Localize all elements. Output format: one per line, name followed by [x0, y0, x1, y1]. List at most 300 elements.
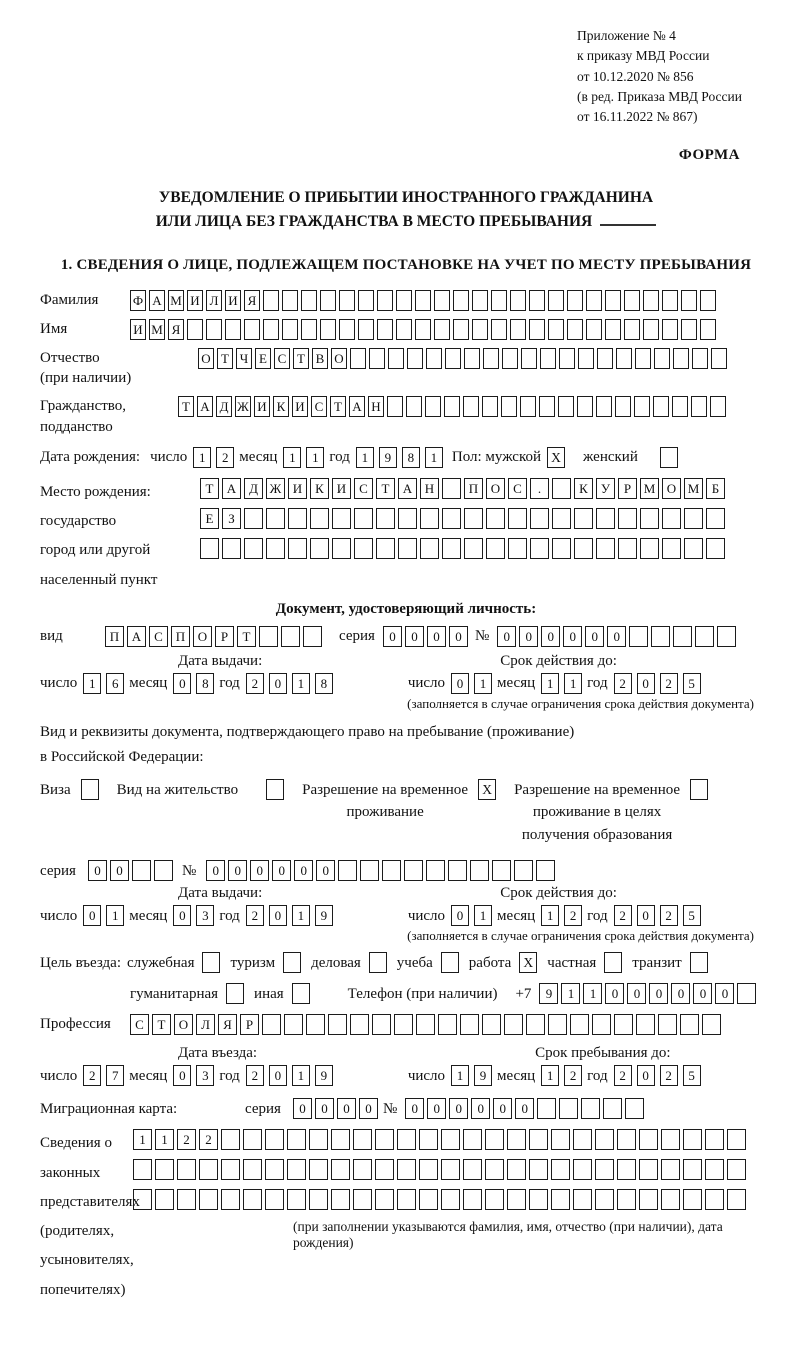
char-cell[interactable]: 0 [693, 983, 712, 1004]
char-cell[interactable] [415, 319, 431, 340]
char-cell[interactable] [310, 538, 329, 559]
char-cell[interactable]: 0 [173, 673, 191, 694]
char-cell[interactable] [463, 1129, 482, 1150]
char-cell[interactable]: Л [196, 1014, 215, 1035]
char-cell[interactable] [705, 1189, 724, 1210]
char-cell[interactable] [262, 1014, 281, 1035]
char-cell[interactable] [603, 1098, 622, 1119]
char-cell[interactable] [243, 1159, 262, 1180]
char-cell[interactable]: 0 [110, 860, 129, 881]
char-cell[interactable] [706, 508, 725, 529]
char-cell[interactable] [331, 1159, 350, 1180]
char-cell[interactable]: И [332, 478, 351, 499]
char-cell[interactable] [552, 508, 571, 529]
char-cell[interactable]: 1 [292, 1065, 310, 1086]
char-cell[interactable] [376, 508, 395, 529]
char-cell[interactable]: З [222, 508, 241, 529]
char-cell[interactable] [332, 538, 351, 559]
char-cell[interactable] [376, 538, 395, 559]
char-cell[interactable]: 0 [272, 860, 291, 881]
char-cell[interactable]: В [312, 348, 328, 369]
char-cell[interactable] [244, 319, 260, 340]
char-cell[interactable] [287, 1129, 306, 1150]
char-cell[interactable] [199, 1189, 218, 1210]
char-cell[interactable] [605, 319, 621, 340]
char-cell[interactable] [377, 290, 393, 311]
char-cell[interactable] [332, 508, 351, 529]
char-cell[interactable]: 9 [315, 1065, 333, 1086]
char-cell[interactable] [301, 290, 317, 311]
char-cell[interactable] [634, 396, 650, 417]
char-cell[interactable] [306, 1014, 325, 1035]
char-cell[interactable] [700, 290, 716, 311]
char-cell[interactable] [673, 626, 692, 647]
char-cell[interactable]: С [354, 478, 373, 499]
char-cell[interactable] [353, 1129, 372, 1150]
char-cell[interactable]: 0 [293, 1098, 312, 1119]
char-cell[interactable] [486, 508, 505, 529]
char-cell[interactable] [187, 319, 203, 340]
char-cell[interactable] [573, 1129, 592, 1150]
char-cell[interactable]: 0 [250, 860, 269, 881]
char-cell[interactable] [463, 396, 479, 417]
char-cell[interactable] [491, 290, 507, 311]
char-cell[interactable] [265, 1189, 284, 1210]
char-cell[interactable]: 1 [583, 983, 602, 1004]
char-cell[interactable]: 0 [607, 626, 626, 647]
char-cell[interactable] [510, 319, 526, 340]
char-cell[interactable] [442, 478, 461, 499]
char-cell[interactable] [635, 348, 651, 369]
char-cell[interactable]: 0 [471, 1098, 490, 1119]
char-cell[interactable] [507, 1129, 526, 1150]
char-cell[interactable]: С [130, 1014, 149, 1035]
char-cell[interactable] [372, 1014, 391, 1035]
char-cell[interactable] [425, 396, 441, 417]
char-cell[interactable] [567, 319, 583, 340]
char-cell[interactable] [482, 396, 498, 417]
char-cell[interactable]: О [662, 478, 681, 499]
char-cell[interactable] [177, 1189, 196, 1210]
char-cell[interactable] [529, 1189, 548, 1210]
char-cell[interactable]: 1 [155, 1129, 174, 1150]
char-cell[interactable] [530, 508, 549, 529]
char-cell[interactable]: Р [618, 478, 637, 499]
char-cell[interactable] [460, 1014, 479, 1035]
char-cell[interactable]: 0 [383, 626, 402, 647]
char-cell[interactable] [551, 1129, 570, 1150]
char-cell[interactable] [510, 290, 526, 311]
char-cell[interactable] [615, 396, 631, 417]
char-cell[interactable] [419, 1189, 438, 1210]
char-cell[interactable]: 0 [269, 673, 287, 694]
char-cell[interactable] [320, 319, 336, 340]
char-cell[interactable]: 2 [614, 673, 632, 694]
char-cell[interactable]: Н [368, 396, 384, 417]
char-cell[interactable]: 0 [427, 1098, 446, 1119]
char-cell[interactable]: 5 [683, 905, 701, 926]
char-cell[interactable]: 1 [541, 1065, 559, 1086]
char-cell[interactable] [177, 1159, 196, 1180]
char-cell[interactable]: 1 [106, 905, 124, 926]
char-cell[interactable] [574, 508, 593, 529]
sex-female-checkbox[interactable] [660, 447, 678, 468]
char-cell[interactable]: 8 [402, 447, 420, 468]
char-cell[interactable] [573, 1159, 592, 1180]
char-cell[interactable] [705, 1159, 724, 1180]
char-cell[interactable] [221, 1189, 240, 1210]
char-cell[interactable]: 0 [315, 1098, 334, 1119]
char-cell[interactable]: С [311, 396, 327, 417]
char-cell[interactable] [338, 860, 357, 881]
char-cell[interactable]: А [222, 478, 241, 499]
char-cell[interactable]: 0 [563, 626, 582, 647]
char-cell[interactable] [616, 348, 632, 369]
char-cell[interactable]: И [187, 290, 203, 311]
char-cell[interactable] [266, 538, 285, 559]
char-cell[interactable]: Д [216, 396, 232, 417]
char-cell[interactable]: 0 [451, 905, 469, 926]
char-cell[interactable]: 6 [106, 673, 124, 694]
char-cell[interactable] [265, 1159, 284, 1180]
char-cell[interactable]: 0 [359, 1098, 378, 1119]
char-cell[interactable]: 0 [316, 860, 335, 881]
char-cell[interactable] [453, 290, 469, 311]
char-cell[interactable] [558, 396, 574, 417]
char-cell[interactable] [441, 1159, 460, 1180]
purpose-other-checkbox[interactable] [292, 983, 310, 1004]
char-cell[interactable]: 1 [306, 447, 324, 468]
char-cell[interactable] [154, 860, 173, 881]
char-cell[interactable]: 1 [193, 447, 211, 468]
char-cell[interactable]: Т [376, 478, 395, 499]
purpose-humanitarian-checkbox[interactable] [226, 983, 244, 1004]
char-cell[interactable] [485, 1189, 504, 1210]
char-cell[interactable] [438, 1014, 457, 1035]
char-cell[interactable] [691, 396, 707, 417]
char-cell[interactable]: 5 [683, 673, 701, 694]
char-cell[interactable]: 0 [269, 1065, 287, 1086]
char-cell[interactable] [133, 1189, 152, 1210]
char-cell[interactable] [680, 1014, 699, 1035]
char-cell[interactable] [377, 319, 393, 340]
char-cell[interactable] [596, 396, 612, 417]
char-cell[interactable] [221, 1129, 240, 1150]
char-cell[interactable] [396, 290, 412, 311]
char-cell[interactable] [301, 319, 317, 340]
char-cell[interactable] [398, 508, 417, 529]
char-cell[interactable] [706, 538, 725, 559]
char-cell[interactable]: 0 [269, 905, 287, 926]
char-cell[interactable] [639, 1159, 658, 1180]
char-cell[interactable] [133, 1159, 152, 1180]
char-cell[interactable] [595, 1129, 614, 1150]
char-cell[interactable] [727, 1129, 746, 1150]
char-cell[interactable] [485, 1159, 504, 1180]
char-cell[interactable]: 5 [683, 1065, 701, 1086]
char-cell[interactable] [388, 348, 404, 369]
char-cell[interactable] [463, 1189, 482, 1210]
char-cell[interactable] [309, 1129, 328, 1150]
char-cell[interactable]: 0 [427, 626, 446, 647]
char-cell[interactable]: С [149, 626, 168, 647]
char-cell[interactable]: 2 [660, 905, 678, 926]
char-cell[interactable] [464, 538, 483, 559]
char-cell[interactable] [586, 319, 602, 340]
char-cell[interactable]: 0 [637, 1065, 655, 1086]
residence-checkbox[interactable] [266, 779, 284, 800]
char-cell[interactable] [155, 1159, 174, 1180]
char-cell[interactable]: 0 [405, 1098, 424, 1119]
char-cell[interactable] [221, 1159, 240, 1180]
char-cell[interactable] [625, 1098, 644, 1119]
char-cell[interactable]: Т [200, 478, 219, 499]
char-cell[interactable] [539, 396, 555, 417]
char-cell[interactable]: Р [240, 1014, 259, 1035]
char-cell[interactable] [426, 348, 442, 369]
rvp-edu-checkbox[interactable] [690, 779, 708, 800]
char-cell[interactable] [504, 1014, 523, 1035]
char-cell[interactable] [434, 319, 450, 340]
char-cell[interactable] [464, 348, 480, 369]
char-cell[interactable] [397, 1159, 416, 1180]
char-cell[interactable]: И [292, 396, 308, 417]
char-cell[interactable] [396, 319, 412, 340]
char-cell[interactable] [639, 1129, 658, 1150]
char-cell[interactable] [672, 396, 688, 417]
char-cell[interactable]: 2 [199, 1129, 218, 1150]
char-cell[interactable] [441, 1189, 460, 1210]
char-cell[interactable]: Я [244, 290, 260, 311]
char-cell[interactable] [472, 319, 488, 340]
char-cell[interactable]: 1 [541, 673, 559, 694]
char-cell[interactable] [288, 538, 307, 559]
char-cell[interactable] [636, 1014, 655, 1035]
char-cell[interactable] [529, 1129, 548, 1150]
char-cell[interactable]: 1 [283, 447, 301, 468]
char-cell[interactable]: 1 [564, 673, 582, 694]
char-cell[interactable] [309, 1159, 328, 1180]
char-cell[interactable] [507, 1189, 526, 1210]
purpose-tourism-checkbox[interactable] [283, 952, 301, 973]
char-cell[interactable] [444, 396, 460, 417]
char-cell[interactable] [618, 508, 637, 529]
char-cell[interactable] [353, 1159, 372, 1180]
char-cell[interactable] [243, 1189, 262, 1210]
char-cell[interactable]: Н [420, 478, 439, 499]
char-cell[interactable]: Т [330, 396, 346, 417]
char-cell[interactable] [397, 1129, 416, 1150]
char-cell[interactable] [483, 348, 499, 369]
char-cell[interactable]: 0 [519, 626, 538, 647]
char-cell[interactable] [573, 1189, 592, 1210]
char-cell[interactable]: Д [244, 478, 263, 499]
char-cell[interactable]: 9 [474, 1065, 492, 1086]
char-cell[interactable]: 9 [315, 905, 333, 926]
char-cell[interactable]: 0 [228, 860, 247, 881]
char-cell[interactable] [353, 1189, 372, 1210]
char-cell[interactable] [369, 348, 385, 369]
char-cell[interactable] [288, 508, 307, 529]
char-cell[interactable]: И [288, 478, 307, 499]
char-cell[interactable]: 1 [451, 1065, 469, 1086]
char-cell[interactable] [629, 626, 648, 647]
char-cell[interactable] [651, 626, 670, 647]
char-cell[interactable] [485, 1129, 504, 1150]
char-cell[interactable] [536, 860, 555, 881]
char-cell[interactable]: 2 [83, 1065, 101, 1086]
char-cell[interactable] [661, 1129, 680, 1150]
char-cell[interactable] [354, 508, 373, 529]
char-cell[interactable]: 0 [493, 1098, 512, 1119]
char-cell[interactable]: 0 [541, 626, 560, 647]
char-cell[interactable] [501, 396, 517, 417]
purpose-study-checkbox[interactable] [441, 952, 459, 973]
char-cell[interactable] [406, 396, 422, 417]
char-cell[interactable]: С [508, 478, 527, 499]
char-cell[interactable]: Ч [236, 348, 252, 369]
char-cell[interactable] [464, 508, 483, 529]
char-cell[interactable] [551, 1159, 570, 1180]
char-cell[interactable] [552, 538, 571, 559]
char-cell[interactable] [605, 290, 621, 311]
char-cell[interactable]: 2 [660, 673, 678, 694]
char-cell[interactable]: 1 [541, 905, 559, 926]
char-cell[interactable] [398, 538, 417, 559]
char-cell[interactable]: А [127, 626, 146, 647]
char-cell[interactable] [614, 1014, 633, 1035]
char-cell[interactable]: О [486, 478, 505, 499]
char-cell[interactable] [397, 1189, 416, 1210]
char-cell[interactable] [441, 1129, 460, 1150]
char-cell[interactable] [453, 319, 469, 340]
char-cell[interactable] [529, 290, 545, 311]
char-cell[interactable] [695, 626, 714, 647]
char-cell[interactable]: Т [152, 1014, 171, 1035]
char-cell[interactable] [653, 396, 669, 417]
char-cell[interactable] [559, 1098, 578, 1119]
char-cell[interactable]: И [254, 396, 270, 417]
char-cell[interactable]: А [398, 478, 417, 499]
char-cell[interactable]: 0 [337, 1098, 356, 1119]
char-cell[interactable] [282, 290, 298, 311]
char-cell[interactable]: М [149, 319, 165, 340]
char-cell[interactable] [360, 860, 379, 881]
char-cell[interactable] [387, 396, 403, 417]
char-cell[interactable]: 0 [173, 1065, 191, 1086]
char-cell[interactable] [263, 290, 279, 311]
char-cell[interactable] [282, 319, 298, 340]
char-cell[interactable]: К [574, 478, 593, 499]
char-cell[interactable] [710, 396, 726, 417]
char-cell[interactable] [199, 1159, 218, 1180]
char-cell[interactable] [683, 1189, 702, 1210]
char-cell[interactable] [592, 1014, 611, 1035]
char-cell[interactable] [259, 626, 278, 647]
char-cell[interactable] [309, 1189, 328, 1210]
char-cell[interactable] [419, 1159, 438, 1180]
char-cell[interactable] [727, 1189, 746, 1210]
char-cell[interactable] [537, 1098, 556, 1119]
char-cell[interactable]: 0 [451, 673, 469, 694]
char-cell[interactable] [692, 348, 708, 369]
char-cell[interactable] [426, 860, 445, 881]
char-cell[interactable]: И [225, 290, 241, 311]
char-cell[interactable] [382, 860, 401, 881]
char-cell[interactable]: И [130, 319, 146, 340]
char-cell[interactable]: Я [218, 1014, 237, 1035]
char-cell[interactable] [526, 1014, 545, 1035]
char-cell[interactable] [529, 1159, 548, 1180]
char-cell[interactable]: О [331, 348, 347, 369]
purpose-private-checkbox[interactable] [604, 952, 622, 973]
char-cell[interactable]: 2 [660, 1065, 678, 1086]
char-cell[interactable]: О [193, 626, 212, 647]
char-cell[interactable] [581, 1098, 600, 1119]
char-cell[interactable] [445, 348, 461, 369]
char-cell[interactable] [574, 538, 593, 559]
char-cell[interactable] [711, 348, 727, 369]
char-cell[interactable] [684, 538, 703, 559]
char-cell[interactable] [683, 1129, 702, 1150]
char-cell[interactable] [654, 348, 670, 369]
char-cell[interactable] [548, 290, 564, 311]
char-cell[interactable] [331, 1129, 350, 1150]
char-cell[interactable]: Я [168, 319, 184, 340]
char-cell[interactable]: 0 [605, 983, 624, 1004]
char-cell[interactable]: Ж [266, 478, 285, 499]
char-cell[interactable]: А [197, 396, 213, 417]
char-cell[interactable]: 2 [216, 447, 234, 468]
char-cell[interactable]: 0 [627, 983, 646, 1004]
char-cell[interactable]: 0 [83, 905, 101, 926]
char-cell[interactable] [132, 860, 151, 881]
char-cell[interactable] [617, 1129, 636, 1150]
char-cell[interactable] [470, 860, 489, 881]
char-cell[interactable]: 0 [449, 626, 468, 647]
char-cell[interactable] [662, 319, 678, 340]
char-cell[interactable]: 2 [246, 673, 264, 694]
char-cell[interactable]: К [273, 396, 289, 417]
char-cell[interactable] [491, 319, 507, 340]
char-cell[interactable] [310, 508, 329, 529]
char-cell[interactable] [595, 1189, 614, 1210]
char-cell[interactable] [683, 1159, 702, 1180]
char-cell[interactable] [416, 1014, 435, 1035]
char-cell[interactable] [507, 1159, 526, 1180]
char-cell[interactable] [448, 860, 467, 881]
char-cell[interactable] [328, 1014, 347, 1035]
char-cell[interactable]: 1 [474, 905, 492, 926]
char-cell[interactable] [472, 290, 488, 311]
char-cell[interactable]: П [105, 626, 124, 647]
char-cell[interactable]: Л [206, 290, 222, 311]
char-cell[interactable] [662, 538, 681, 559]
char-cell[interactable] [702, 1014, 721, 1035]
char-cell[interactable] [643, 319, 659, 340]
char-cell[interactable] [595, 1159, 614, 1180]
char-cell[interactable]: 3 [196, 1065, 214, 1086]
char-cell[interactable]: 0 [637, 673, 655, 694]
char-cell[interactable] [596, 508, 615, 529]
char-cell[interactable] [303, 626, 322, 647]
char-cell[interactable]: Б [706, 478, 725, 499]
char-cell[interactable]: 0 [715, 983, 734, 1004]
char-cell[interactable]: 2 [246, 1065, 264, 1086]
char-cell[interactable] [658, 1014, 677, 1035]
char-cell[interactable]: 2 [564, 1065, 582, 1086]
char-cell[interactable] [624, 290, 640, 311]
